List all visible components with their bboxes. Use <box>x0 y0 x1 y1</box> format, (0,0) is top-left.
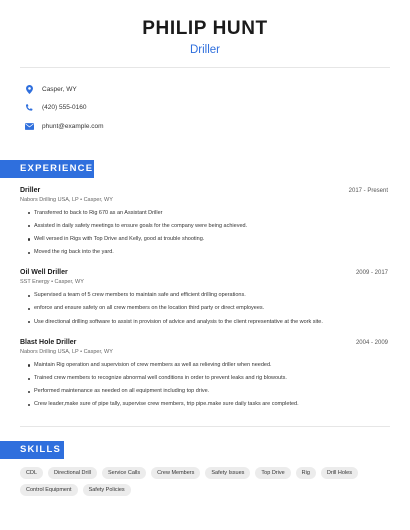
job-location: Casper, WY <box>83 196 113 203</box>
contact-email-text: phunt@example.com <box>42 122 104 130</box>
job-separator: • <box>49 279 55 286</box>
skill-chip: CDL <box>20 467 43 479</box>
resume-header <box>0 0 410 56</box>
job-bullet: Assisted in daily safety meetings to ensure goals for the company were being achieved. <box>28 220 388 233</box>
job-header <box>20 187 388 194</box>
job-bullet: enforce and ensure safety on all crew members on the location third party or direct employees. <box>28 302 388 315</box>
job-bullets <box>20 289 388 329</box>
location-pin-icon <box>24 84 34 94</box>
job-bullet: Crew leader,make sure of pipe tally, supervise crew members, trip pipe.make sure daily tasks are completed. <box>28 398 388 411</box>
job-bullet: Performed maintenance as needed on all equipment including top drive. <box>28 385 388 398</box>
contact-list <box>0 68 410 146</box>
contact-location <box>24 80 386 99</box>
job-dates: 2017 - Present <box>348 187 388 194</box>
skill-chip: Crew Members <box>151 467 200 479</box>
job-company-line <box>20 349 388 355</box>
skills-section-header <box>0 441 410 459</box>
job-bullet: Maintain Rig operation and supervision of crew members as well as relieving driller when needed. <box>28 359 388 372</box>
skill-chip: Drill Holes <box>321 467 358 479</box>
job-company-line <box>20 197 388 203</box>
skill-chip: Control Equipment <box>20 484 78 496</box>
job-bullet: Moved the rig back into the yard. <box>28 246 388 259</box>
candidate-role: Driller <box>189 44 221 56</box>
job-header <box>20 339 388 346</box>
job-entry <box>20 339 388 412</box>
skill-chip: Safety Issues <box>205 467 250 479</box>
contact-location-text: Casper, WY <box>42 85 77 93</box>
experience-heading: EXPERIENCE <box>0 160 94 178</box>
job-separator: • <box>78 348 84 355</box>
job-entry <box>20 187 388 260</box>
skill-chip: Rig <box>296 467 316 479</box>
skill-chip: Service Calls <box>102 467 146 479</box>
job-bullet: Trained crew members to recognize abnormal well conditions in order to prevent leaks and rig blowouts. <box>28 372 388 385</box>
job-dates: 2009 - 2017 <box>355 270 388 277</box>
job-entry <box>20 269 388 329</box>
job-separator: • <box>78 196 84 203</box>
job-company-line <box>20 279 388 285</box>
job-dates: 2004 - 2009 <box>355 339 388 346</box>
job-title: Blast Hole Driller <box>20 338 77 346</box>
contact-phone <box>24 99 386 118</box>
job-bullet: Transferred to back to Rig 670 as an Assistant Driller <box>28 207 388 220</box>
experience-section-header <box>0 160 410 178</box>
email-icon <box>24 121 34 131</box>
skill-chip: Safety Policies <box>83 484 131 496</box>
job-bullets <box>20 207 388 260</box>
contact-phone-text: (420) 555-0160 <box>42 104 87 112</box>
contact-email <box>24 117 386 136</box>
job-company: SST Energy <box>20 279 50 286</box>
job-title: Driller <box>20 186 41 194</box>
job-company: Nabors Drilling USA, LP <box>20 348 79 355</box>
job-location: Casper, WY <box>83 348 113 355</box>
experience-divider <box>20 426 390 427</box>
phone-icon <box>24 103 34 113</box>
job-header <box>20 269 388 276</box>
job-bullets <box>20 359 388 412</box>
skill-chip: Top Drive <box>255 467 290 479</box>
job-bullet: Well versed in Rigs with Top Drive and Kelly, good at trouble shooting. <box>28 233 388 246</box>
experience-list <box>0 187 410 412</box>
job-location: Casper, WY <box>54 279 84 286</box>
job-bullet: Use directional drilling software to assist in provision of advice and analysis to the client representative at the work site. <box>28 316 388 329</box>
job-company: Nabors Drilling USA, LP <box>20 196 79 203</box>
skill-chip: Directional Drill <box>48 467 97 479</box>
job-bullet: Supervised a team of 5 crew members to maintain safe and efficient drilling operations. <box>28 289 388 302</box>
candidate-name: PHILIP HUNT <box>142 18 268 39</box>
skills-list <box>0 459 410 496</box>
skills-heading: SKILLS <box>0 441 64 459</box>
job-title: Oil Well Driller <box>20 269 68 277</box>
